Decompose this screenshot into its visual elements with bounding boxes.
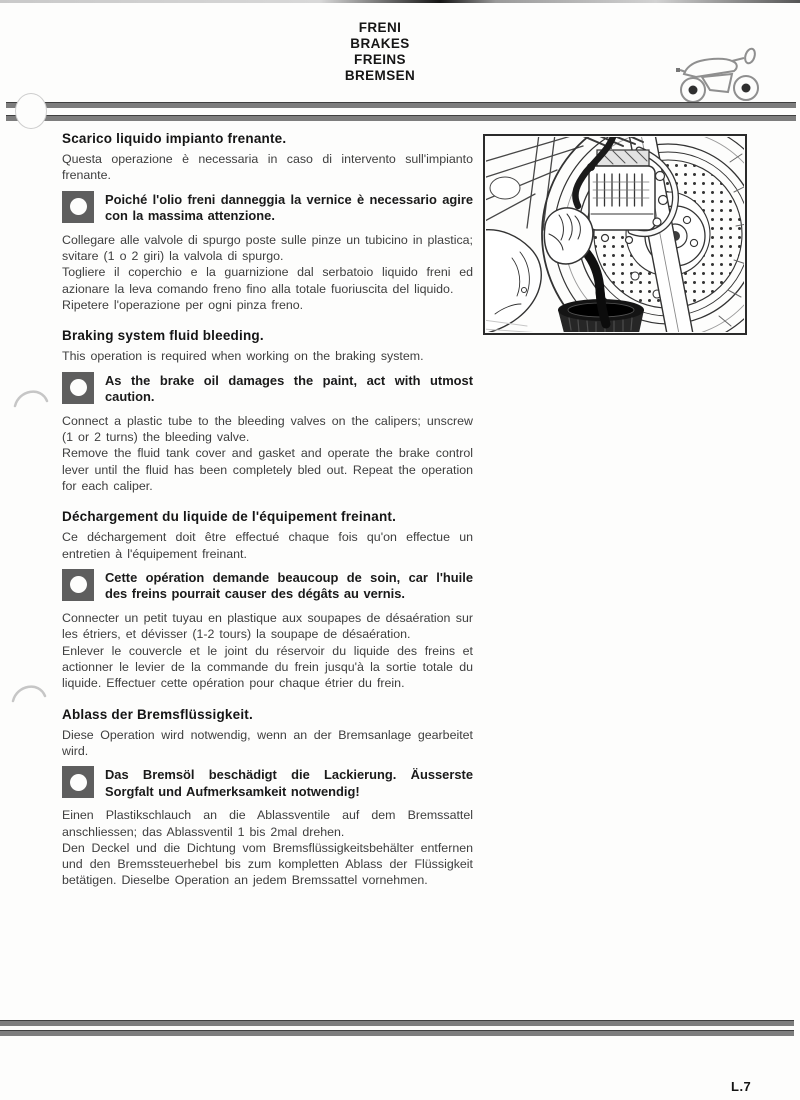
warning-dot-icon [62,191,94,223]
section-intro: Diese Operation wird notwendig, wenn an der Bremsanlage gearbeitet wird. [62,727,473,758]
header-title-german: BREMSEN [344,68,416,83]
section-german [62,706,473,889]
body-paragraph: Connect a plastic tube to the bleeding valves on the calipers; unscrew (1 or 2 turns) the bleeding valve. [62,413,473,445]
text-column [62,130,473,903]
section-french [62,508,473,691]
warning-text: Poiché l'olio freni danneggia la vernice è necessario agire con la massima attenzione. [105,191,473,224]
body-paragraph: Togliere il coperchio e la guarnizione dal serbatoio liquido freni ed azionare la leva comando freno fino alla totale fuoriuscita del liquido. [62,265,473,296]
warning-dot [70,198,87,215]
section-heading: Braking system fluid bleeding. [62,328,264,344]
binder-hole [15,93,47,129]
header-title-english: BRAKES [350,36,410,51]
divider-bar [6,102,796,108]
section-heading: Ablass der Bremsflüssigkeit. [62,706,253,722]
warning-dot [70,774,87,791]
scan-edge [0,0,800,3]
warning-dot-icon [62,569,94,601]
motorcycle-icon [672,44,767,109]
section-heading: Scarico liquido impianto frenante. [62,131,287,146]
binder-ring-mark [10,679,48,703]
divider-bar [0,1030,794,1036]
divider-bar [0,1020,794,1026]
section-intro: Questa operazione è necessaria in caso di intervento sull'impianto frenante. [62,152,473,183]
body-paragraph: Connecter un petit tuyau en plastique aux soupapes de désaération sur les étriers, et dévisser (1-2 tours) la soupape de désaération. [62,611,473,642]
body-paragraph: Collegare alle valvole di spurgo poste sulle pinze un tubicino in plastica; svitare (1 o 2 giri) la valvola di spurgo. [62,232,473,264]
body-paragraph: Ripetere l'operazione per ogni pinza freno. [62,297,304,312]
binder-ring-mark [12,384,50,408]
warning-text: As the brake oil damages the paint, act with utmost caution. [105,372,473,405]
page-number: L.7 [731,1079,752,1094]
warning-note [62,569,473,603]
section-intro: Ce déchargement doit être effectué chaque fois qu'on effectue un entretien à l'équipement freinant. [62,530,473,561]
warning-text: Das Bremsöl beschädigt die Lackierung. Äusserste Sorgfalt und Aufmerksamkeit notwendig! [105,767,473,799]
section-heading: Déchargement du liquide de l'équipement freinant. [62,509,397,525]
page-header [0,20,760,84]
body-paragraph: Remove the fluid tank cover and gasket and operate the brake control lever until the fluid has been completely bled out. Repeat the operation for each caliper. [62,446,473,493]
brake-bleeding-illustration [483,134,747,335]
warning-note [62,191,473,225]
divider-bar [6,115,796,121]
warning-dot [70,379,87,396]
warning-text: Cette opération demande beaucoup de soin, car l'huile des freins pourrait causer des dégâts au vernis. [105,569,473,602]
section-english [62,327,473,494]
header-title-french: FREINS [354,52,406,67]
body-paragraph: Einen Plastikschlauch an die Ablassventile auf dem Bremssattel anschliessen; das Ablassventil 1 bis 2mal drehen. [62,808,473,839]
warning-note [62,766,473,800]
header-title-italian: FRENI [358,20,402,35]
warning-note [62,372,473,406]
warning-dot-icon [62,372,94,404]
section-intro: This operation is required when working on the braking system. [62,349,424,364]
body-paragraph: Den Deckel und die Dichtung vom Bremsflüssigkeitsbehälter entfernen und den Bremssteuerhebel bis zum kompletten Ablass der Flüssigkeit betätigen. Dieselbe Operation an jedem Bremssattel vornehmen. [62,840,473,888]
warning-dot-icon [62,766,94,798]
warning-dot [70,576,87,593]
section-italian [62,130,473,313]
body-paragraph: Enlever le couvercle et le joint du réservoir du liquide des freins et actionner le levier de la commande du frein jusqu'à la sortie totale du liquide. Effectuer cette opération pour chaque étrier du frein. [62,643,473,691]
